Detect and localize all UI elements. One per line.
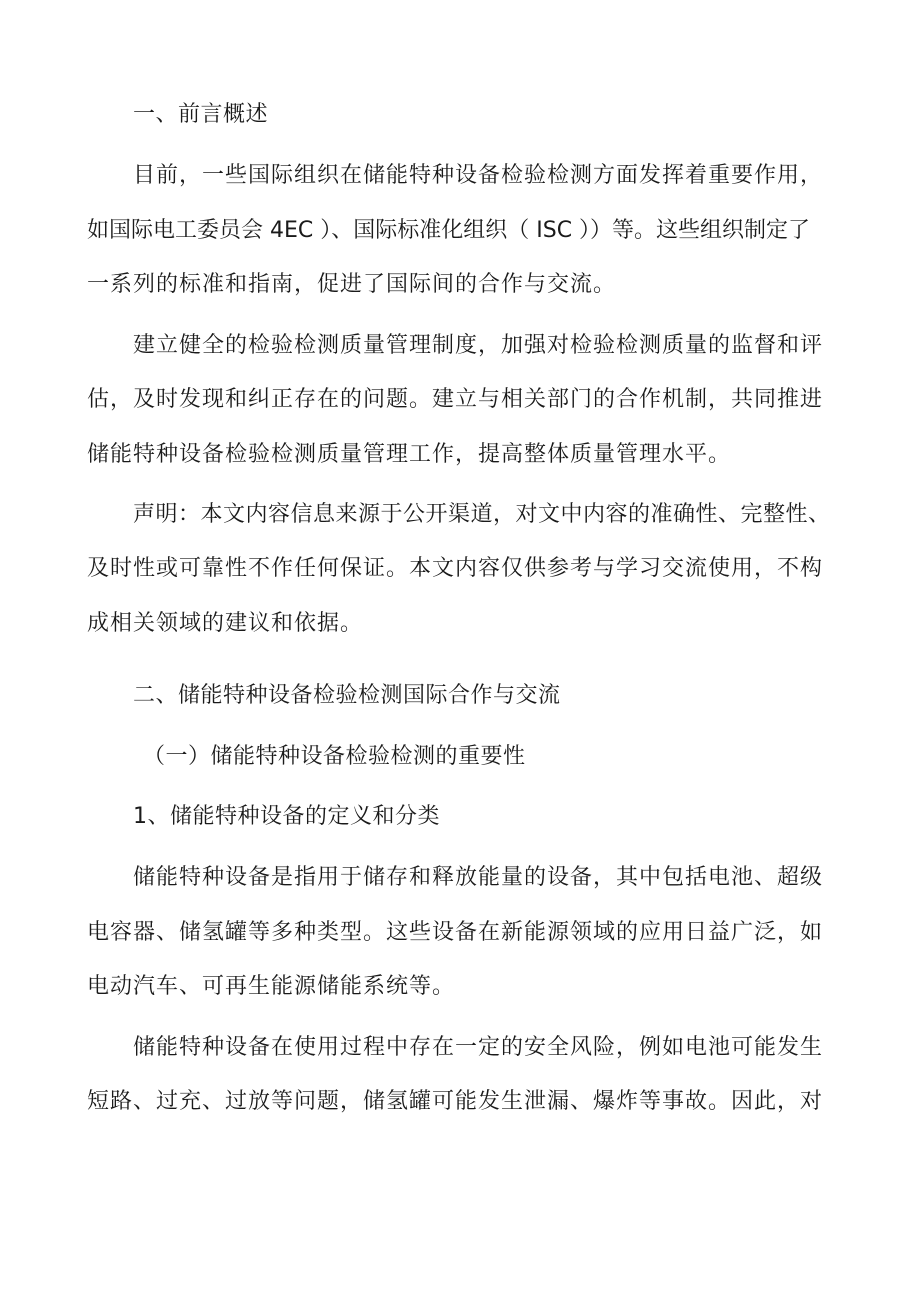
para1-line1: 目前，一些国际组织在储能特种设备检验检测方面发挥着重要作用， [133,163,824,188]
section2-heading: 二、储能特种设备检验检测国际合作与交流 [133,683,561,708]
para3-line1: 声明：本文内容信息来源于公开渠道，对文中内容的准确性、完整性、 [133,502,831,527]
para3-line2: 及时性或可靠性不作任何保证。本文内容仅供参考与学习交流使用，不构 [87,556,824,581]
para2-line2: 估，及时发现和纠正存在的问题。建立与相关部门的合作机制，共同推进 [87,387,824,412]
para4-line1: 储能特种设备是指用于储存和释放能量的设备，其中包括电池、超级 [133,865,824,890]
para2-line1: 建立健全的检验检测质量管理制度，加强对检验检测质量的监督和评 [133,333,824,358]
para1-line2: 如国际电工委员会 4EC ）、国际标准化组织（ ISC ））等。这些组织制定了 [87,218,811,243]
subsection1-heading: （一）储能特种设备检验检测的重要性 [143,744,526,769]
para1-line3: 一系列的标准和指南，促进了国际间的合作与交流。 [87,272,617,297]
para4-line2: 电容器、储氢罐等多种类型。这些设备在新能源领域的应用日益广泛，如 [87,920,824,945]
para5-line1: 储能特种设备在使用过程中存在一定的安全风险，例如电池可能发生 [133,1035,824,1060]
section1-heading: 一、前言概述 [133,102,269,127]
para4-line3: 电动汽车、可再生能源储能系统等。 [87,974,456,999]
para5-line2: 短路、过充、过放等问题，储氢罐可能发生泄漏、爆炸等事故。因此，对 [87,1089,824,1114]
para2-line3: 储能特种设备检验检测质量管理工作，提高整体质量管理水平。 [87,442,732,467]
item1-heading: 1、储能特种设备的定义和分类 [133,804,440,829]
para3-line3: 成相关领域的建议和依据。 [87,611,364,636]
